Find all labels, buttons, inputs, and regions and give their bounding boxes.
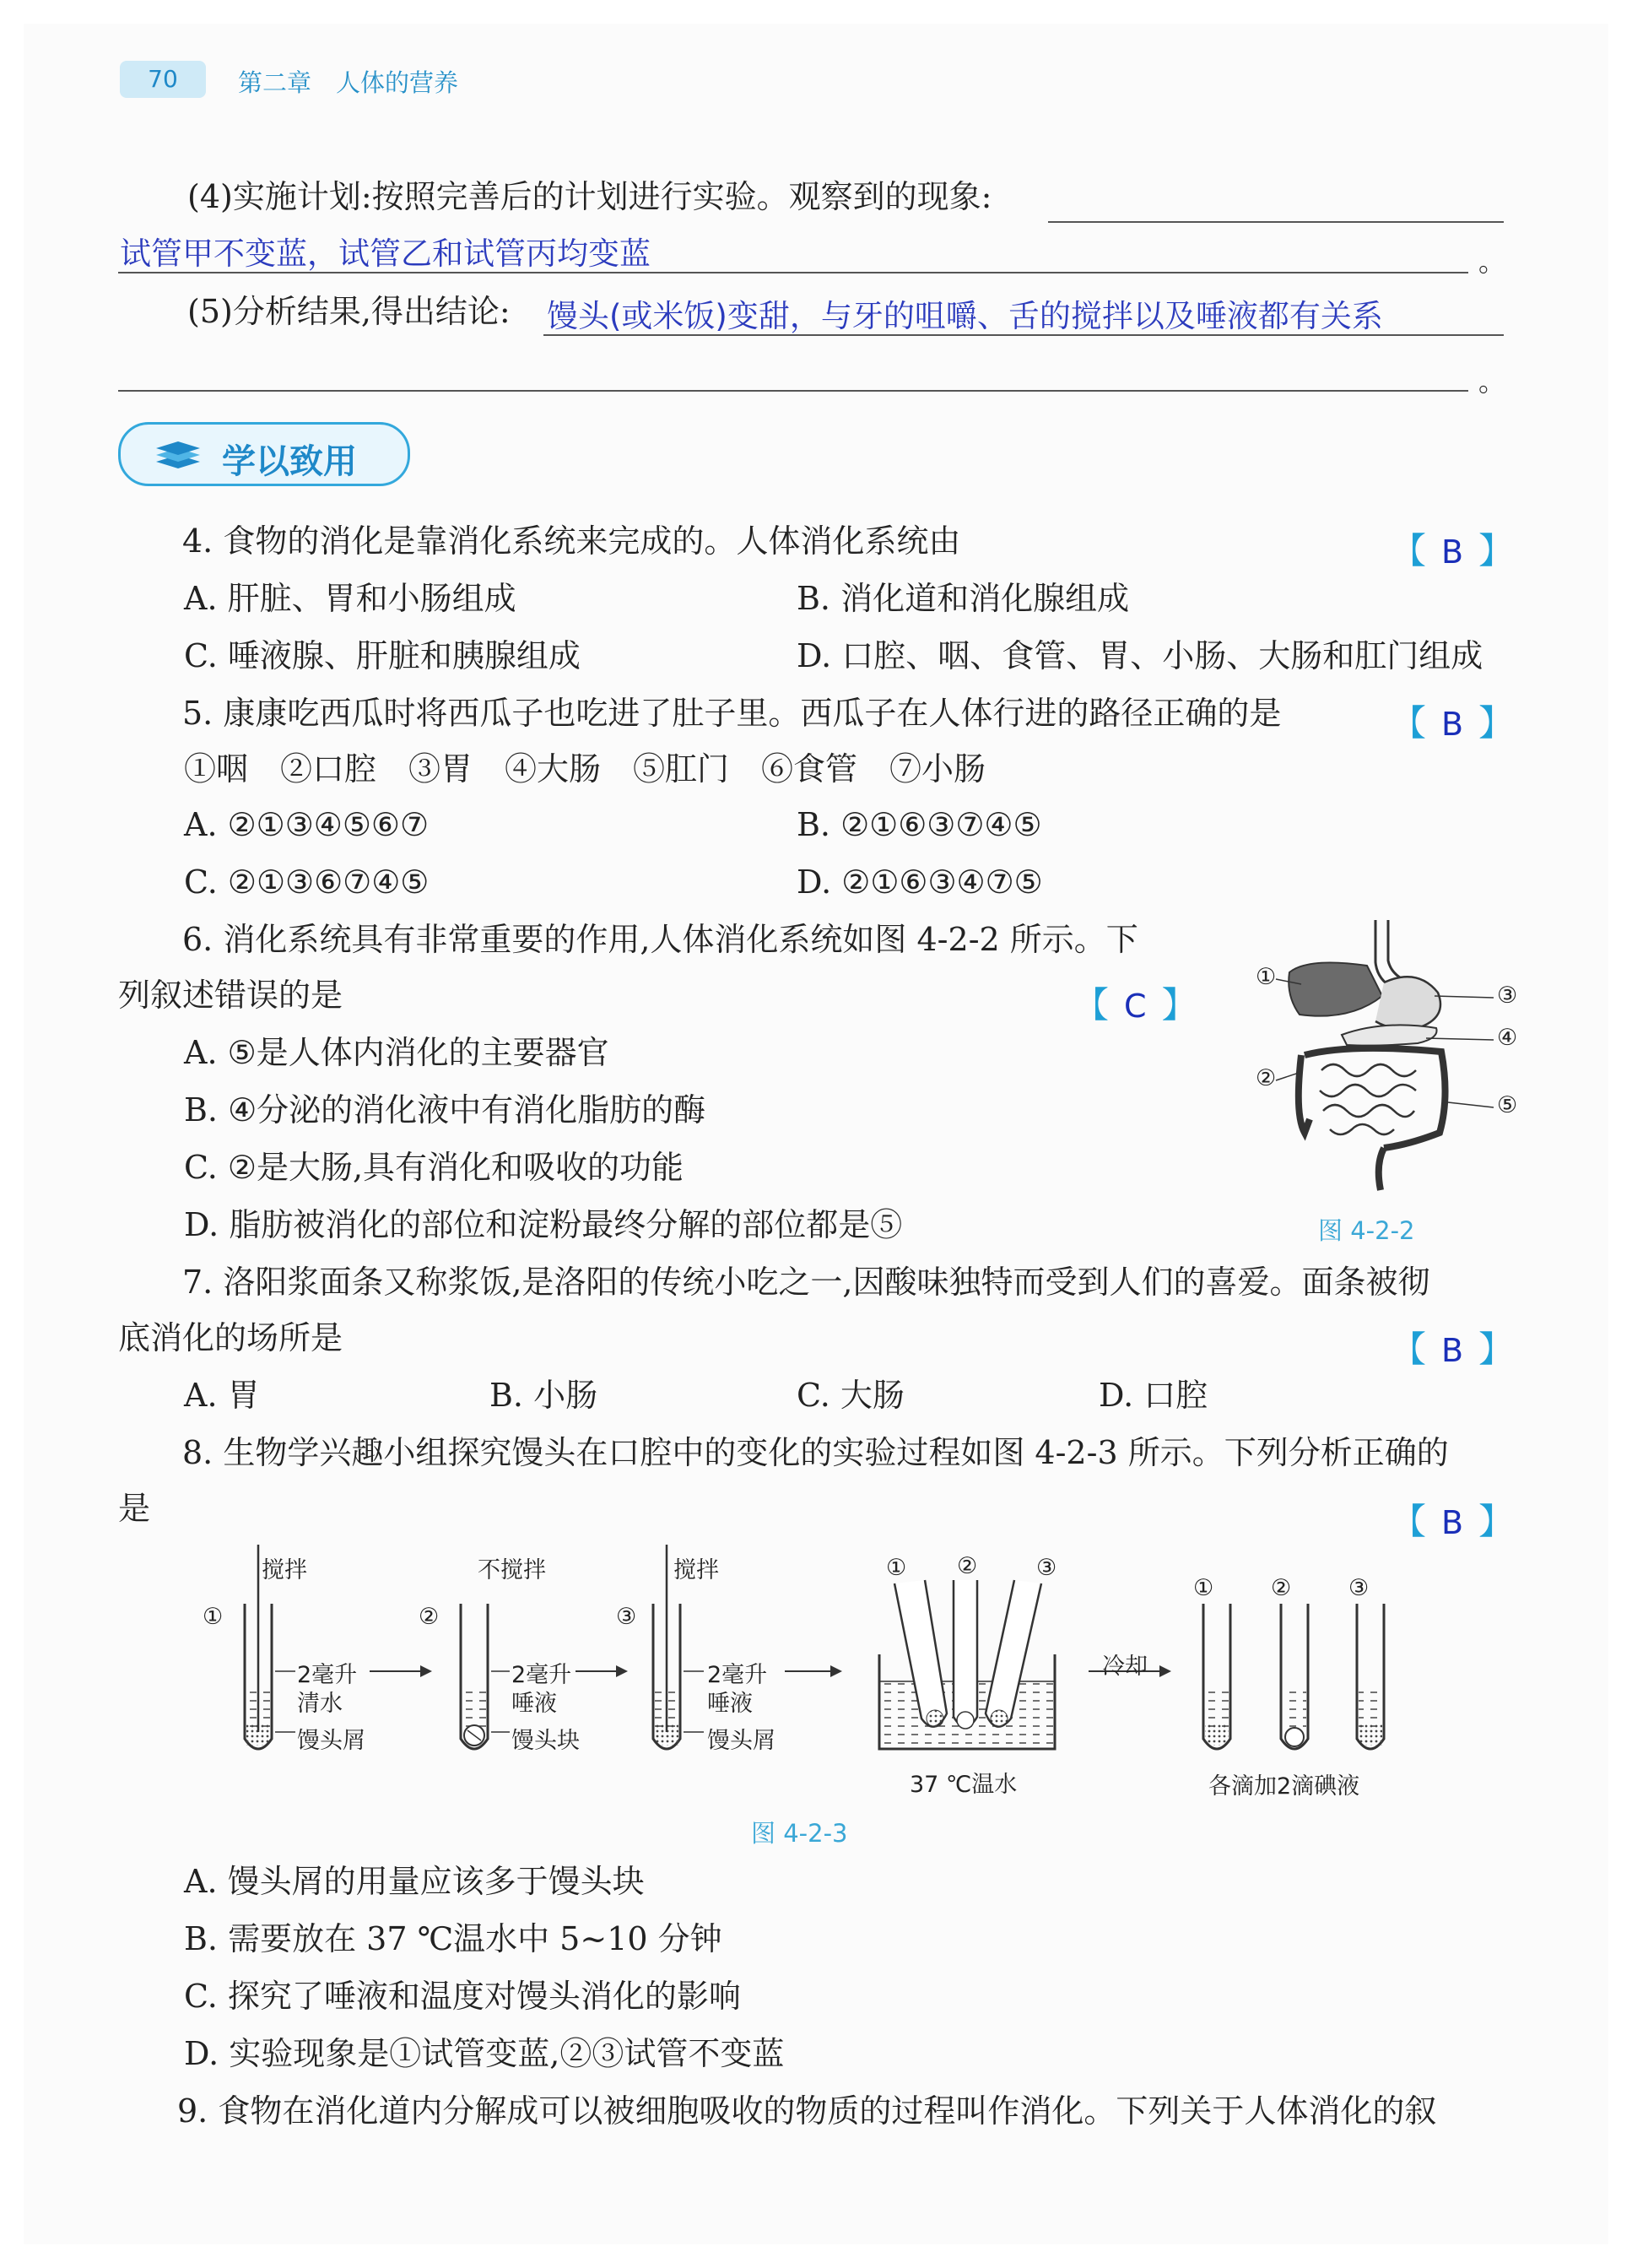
q8-option-c: C. 探究了唾液和温度对馒头消化的影响 bbox=[184, 1978, 741, 2015]
figure-label-5: ⑤ bbox=[1497, 1092, 1518, 1118]
q6-answer bbox=[1073, 977, 1197, 1028]
final-num-1: ① bbox=[1193, 1575, 1214, 1601]
q8-option-d: D. 实验现象是①试管变蓝,②③试管不变蓝 bbox=[184, 2035, 785, 2072]
q6-stem-line1: 6. 消化系统具有非常重要的作用,人体消化系统如图 4-2-2 所示。下 bbox=[182, 921, 1138, 958]
q8-stem-line1: 8. 生物学兴趣小组探究馒头在口腔中的变化的实验过程如图 4-2-3 所示。下列分析正确的 bbox=[182, 1434, 1449, 1471]
water-bath bbox=[879, 1580, 1055, 1749]
q7-option-d: D. 口腔 bbox=[1099, 1377, 1208, 1414]
tube1-liquid-2: 清水 bbox=[297, 1691, 343, 1717]
q4-prompt: (4)实施计划:按照完善后的计划进行实验。观察到的现象: bbox=[187, 178, 992, 215]
bath-num-2: ② bbox=[957, 1553, 978, 1579]
q6-option-b: B. ④分泌的消化液中有消化脂肪的酶 bbox=[184, 1091, 706, 1129]
leader-line bbox=[1448, 1102, 1494, 1107]
bracket-close: 】 bbox=[1478, 1329, 1515, 1370]
q6-stem-line2: 列叙述错误的是 bbox=[118, 977, 343, 1014]
chapter-title: 第二章 人体的营养 bbox=[238, 68, 459, 97]
q5-stem: 5. 康康吃西瓜时将西瓜子也吃进了肚子里。西瓜子在人体行进的路径正确的是 bbox=[182, 695, 1282, 732]
q5-items: ①咽 ②口腔 ③胃 ④大肠 ⑤肛门 ⑥食管 ⑦小肠 bbox=[184, 750, 986, 788]
q7-answer bbox=[1391, 1322, 1514, 1372]
q5-option-b: B. ②①⑥③⑦④⑤ bbox=[797, 806, 1042, 843]
bracket-close: 】 bbox=[1478, 702, 1515, 744]
final-label: 各滴加2滴碘液 bbox=[1208, 1773, 1360, 1800]
liver-shape bbox=[1289, 962, 1382, 1015]
tube2-solid: 馒头块 bbox=[511, 1728, 580, 1754]
bracket-close: 】 bbox=[1478, 1501, 1515, 1542]
esophagus-shape bbox=[1375, 920, 1392, 988]
page-number: 70 bbox=[120, 61, 206, 98]
q5-prompt: (5)分析结果,得出结论: bbox=[187, 293, 511, 330]
answer-letter: B bbox=[1441, 1504, 1464, 1541]
cool-label: 冷却 bbox=[1102, 1654, 1148, 1680]
q7-stem-line2: 底消化的场所是 bbox=[118, 1319, 343, 1356]
figure-label-3: ③ bbox=[1497, 982, 1518, 1009]
q7-option-c: C. 大肠 bbox=[797, 1377, 905, 1414]
final-num-2: ② bbox=[1271, 1575, 1292, 1601]
q7-option-a: A. 胃 bbox=[184, 1377, 260, 1414]
tube3-top-label: 搅拌 bbox=[673, 1557, 719, 1583]
esophagus-shape bbox=[1388, 920, 1402, 979]
tube2-top-label: 不搅拌 bbox=[478, 1557, 546, 1583]
q8-stem-line2: 是 bbox=[118, 1490, 151, 1527]
q4-option-c: C. 唾液腺、肝脏和胰腺组成 bbox=[184, 637, 581, 674]
period: 。 bbox=[1478, 246, 1506, 278]
rectum-shape bbox=[1379, 1148, 1384, 1190]
tube-2 bbox=[461, 1604, 510, 1749]
q4-answer bbox=[1391, 523, 1514, 574]
figure-label-2: ② bbox=[1256, 1065, 1277, 1091]
final-tubes bbox=[1203, 1604, 1384, 1749]
period: 。 bbox=[1478, 365, 1506, 398]
digestive-system-figure bbox=[1249, 912, 1527, 1199]
answer-line bbox=[1048, 221, 1504, 223]
books-icon bbox=[151, 436, 205, 474]
stomach-shape bbox=[1375, 977, 1440, 1029]
section-badge bbox=[118, 422, 410, 486]
q9-stem: 9. 食物在消化道内分解成可以被细胞吸收的物质的过程叫作消化。下列关于人体消化的叙 bbox=[177, 2092, 1437, 2130]
answer-letter: B bbox=[1441, 533, 1464, 571]
tube1-liquid-1: 2毫升 bbox=[297, 1662, 358, 1688]
bracket-open: 【 bbox=[1391, 702, 1427, 744]
figure-caption-4-2-2: 图 4-2-2 bbox=[1318, 1216, 1415, 1245]
tube2-liquid-2: 唾液 bbox=[511, 1691, 557, 1717]
bath-num-1: ① bbox=[886, 1555, 907, 1581]
figure-label-4: ④ bbox=[1497, 1025, 1518, 1051]
tube3-liquid-2: 唾液 bbox=[707, 1691, 753, 1717]
q6-option-c: C. ②是大肠,具有消化和吸收的功能 bbox=[184, 1149, 684, 1186]
answer-letter: B bbox=[1441, 1332, 1464, 1369]
tube1-top-label: 搅拌 bbox=[262, 1557, 307, 1583]
q7-option-b: B. 小肠 bbox=[489, 1377, 598, 1414]
q5-option-a: A. ②①③④⑤⑥⑦ bbox=[184, 806, 430, 843]
tube2-num: ② bbox=[419, 1604, 440, 1630]
answer-letter: C bbox=[1124, 988, 1147, 1025]
q4-handwritten-answer: 试管甲不变蓝，试管乙和试管丙均变蓝 bbox=[120, 235, 651, 272]
q5-option-d: D. ②①⑥③④⑦⑤ bbox=[797, 863, 1043, 901]
q7-stem-line1: 7. 洛阳浆面条又称浆饭,是洛阳的传统小吃之一,因酸味独特而受到人们的喜爱。面条被彻 bbox=[182, 1264, 1430, 1301]
answer-line bbox=[543, 334, 1504, 336]
bracket-open: 【 bbox=[1391, 1501, 1427, 1542]
tube3-num: ③ bbox=[616, 1604, 637, 1630]
small-intestine-shape bbox=[1320, 1064, 1416, 1134]
bracket-open: 【 bbox=[1391, 530, 1427, 571]
answer-line bbox=[118, 272, 1468, 273]
bath-num-3: ③ bbox=[1036, 1555, 1057, 1581]
tube3-solid: 馒头屑 bbox=[707, 1728, 775, 1754]
q5-answer bbox=[1391, 696, 1514, 746]
q4-option-b: B. 消化道和消化腺组成 bbox=[797, 580, 1130, 617]
leader-line bbox=[1426, 1038, 1494, 1040]
bracket-close: 】 bbox=[1161, 984, 1197, 1026]
q8-option-a: A. 馒头屑的用量应该多于馒头块 bbox=[184, 1863, 645, 1900]
bracket-close: 】 bbox=[1478, 530, 1515, 571]
pancreas-shape bbox=[1342, 1025, 1437, 1045]
q4-option-d: D. 口腔、咽、食管、胃、小肠、大肠和肛门组成 bbox=[797, 637, 1483, 674]
section-title: 学以致用 bbox=[222, 442, 357, 481]
q6-option-a: A. ⑤是人体内消化的主要器官 bbox=[184, 1034, 609, 1071]
figure-caption-4-2-3: 图 4-2-3 bbox=[751, 1819, 848, 1848]
q5-handwritten-answer: 馒头(或米饭)变甜，与牙的咀嚼、舌的搅拌以及唾液都有关系 bbox=[547, 298, 1383, 334]
bracket-open: 【 bbox=[1073, 984, 1110, 1026]
q6-option-d: D. 脂肪被消化的部位和淀粉最终分解的部位都是⑤ bbox=[184, 1206, 903, 1243]
final-num-3: ③ bbox=[1348, 1575, 1370, 1601]
q4-stem: 4. 食物的消化是靠消化系统来完成的。人体消化系统由 bbox=[182, 522, 961, 560]
bath-label: 37 ℃温水 bbox=[910, 1772, 1018, 1798]
large-intestine-shape bbox=[1299, 1048, 1446, 1148]
q8-option-b: B. 需要放在 37 ℃温水中 5~10 分钟 bbox=[184, 1920, 722, 1957]
figure-label-1: ① bbox=[1256, 964, 1277, 990]
q4-option-a: A. 肝脏、胃和小肠组成 bbox=[184, 580, 516, 617]
tube1-num: ① bbox=[203, 1604, 224, 1630]
tube2-liquid-1: 2毫升 bbox=[511, 1662, 572, 1688]
q5-option-c: C. ②①③⑥⑦④⑤ bbox=[184, 863, 430, 901]
tube1-solid: 馒头屑 bbox=[297, 1728, 365, 1754]
answer-line bbox=[118, 390, 1468, 392]
bracket-open: 【 bbox=[1391, 1329, 1427, 1370]
tube3-liquid-1: 2毫升 bbox=[707, 1662, 768, 1688]
leader-line bbox=[1435, 996, 1494, 998]
answer-letter: B bbox=[1441, 706, 1464, 743]
